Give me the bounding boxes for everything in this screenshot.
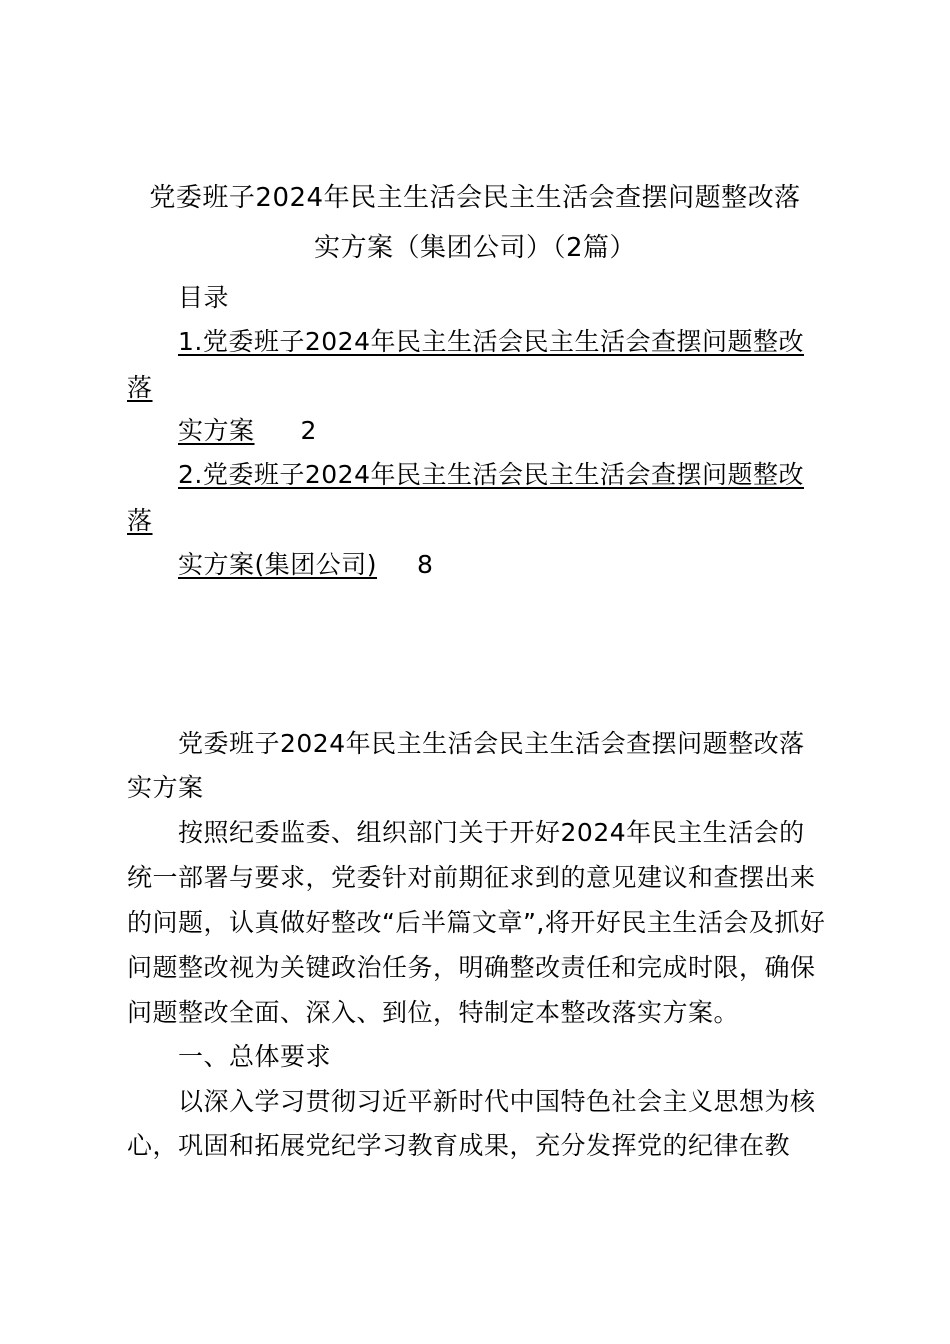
toc-entry-2-text-1[interactable]: 2.党委班子2024年民主生活会民主生活会查摆问题整改 [178,460,804,489]
section-heading-1: 一、总体要求 [178,1042,332,1071]
toc-entry-2-text-2[interactable]: 落 [127,506,153,535]
document-title-line-1: 党委班子2024年民主生活会民主生活会查摆问题整改落 [149,183,801,213]
paragraph-line: 心，巩固和拓展党纪学习教育成果，充分发挥党的纪律在教 [127,1131,791,1160]
paragraph-line: 统一部署与要求，党委针对前期征求到的意见建议和查摆出来 [127,863,816,892]
toc-entry-1-text-3[interactable]: 实方案 [178,416,255,445]
paragraph-line: 按照纪委监委、组织部门关于开好2024年民主生活会的 [178,818,805,847]
toc-entry-1-line-2[interactable] [127,371,153,405]
paragraph-line: 以深入学习贯彻习近平新时代中国特色社会主义思想为核 [178,1087,816,1116]
toc-entry-2-line-2[interactable] [127,504,153,538]
section-title-line-2: 实方案 [127,773,204,802]
paragraph-line: 问题整改视为关键政治任务，明确整改责任和完成时限，确保 [127,953,816,982]
toc-entry-2-link[interactable] [178,550,433,579]
section-title-line-1: 党委班子2024年民主生活会民主生活会查摆问题整改落 [178,729,805,758]
toc-entry-1-line-1[interactable] [178,325,804,359]
toc-entry-1-link[interactable] [178,416,317,445]
toc-heading: 目录 [178,283,230,312]
paragraph-line: 问题整改全面、深入、到位，特制定本整改落实方案。 [127,998,740,1027]
toc-entry-1-text-2[interactable]: 落 [127,373,153,402]
toc-entry-2-line-1[interactable] [178,458,804,492]
toc-entry-1-text-1[interactable]: 1.党委班子2024年民主生活会民主生活会查摆问题整改 [178,327,804,356]
toc-entry-2-line-3[interactable] [178,548,433,582]
toc-entry-1-page-number[interactable]: 2 [300,416,317,445]
toc-entry-1-line-3[interactable] [178,414,317,448]
toc-entry-2-text-3[interactable]: 实方案(集团公司) [178,550,378,579]
toc-entry-2-page-number[interactable]: 8 [417,550,434,579]
paragraph-line: 的问题，认真做好整改“后半篇文章”,将开好民主生活会及抓好 [127,908,826,937]
document-title-line-2: 实方案（集团公司）（2篇） [313,233,637,263]
